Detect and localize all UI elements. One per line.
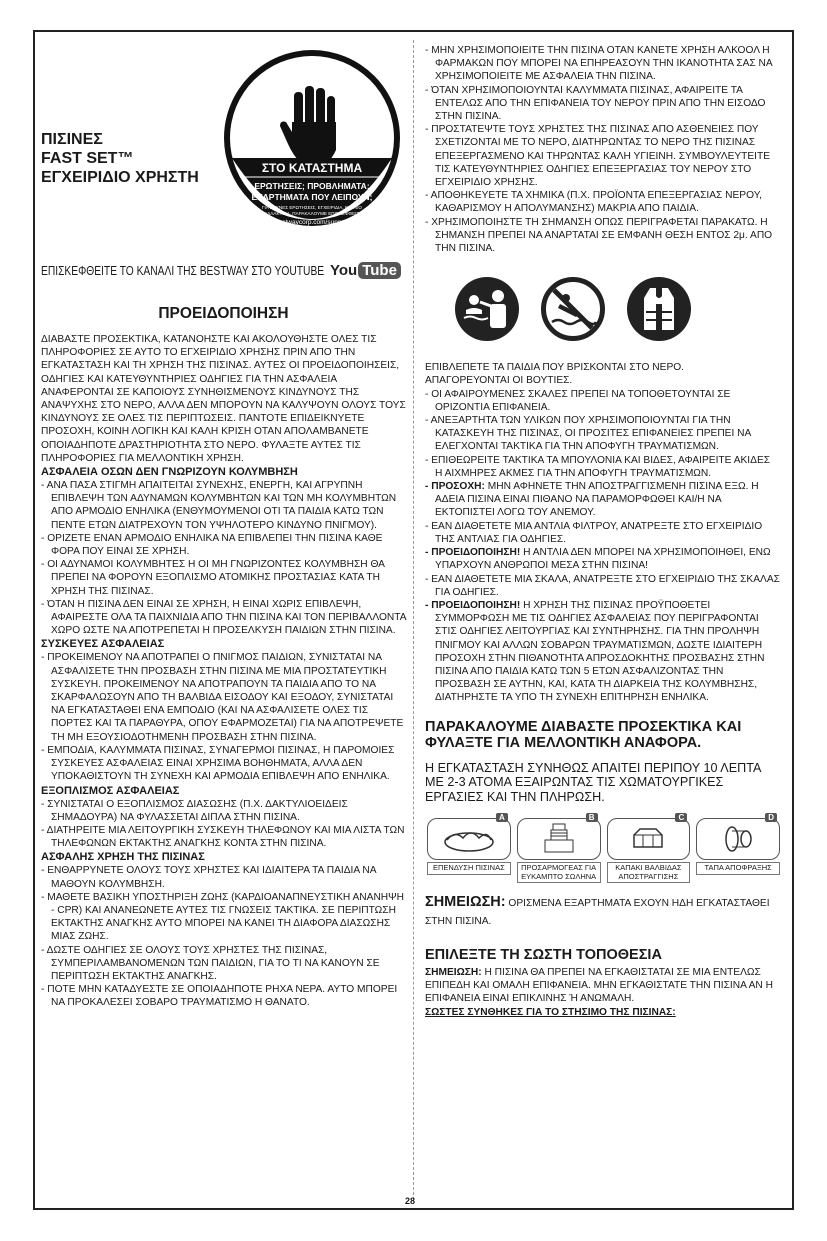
list-item: - ΠΟΤΕ ΜΗΝ ΚΑΤΑΔΥΕΣΤΕ ΣΕ ΟΠΟΙΑΔΗΠΟΤΕ ΡΗΧΑ ΝΕΡΑ. ΑΥΤΟ ΜΠΟΡΕΙ ΝΑ ΠΡΟΚΑΛΕΣΕΙ ΣΟΒΑΡΟ ΤΡΑΥΜΑΤΙΣΜΟ Η ΘΑΝΑΤΟ.: [41, 984, 398, 1009]
youtube-logo[interactable]: [330, 262, 401, 279]
plug-icon: [718, 824, 758, 854]
part-item: [607, 813, 691, 883]
part-label: ΤΑΠΑ ΑΠΟΦΡΑΞΗΣ: [696, 862, 780, 875]
title-line: ΕΓΧΕΙΡΙΔΙΟ ΧΡΗΣΤΗ: [41, 169, 199, 186]
note-heading: ΣΗΜΕΙΩΣΗ:: [425, 894, 506, 911]
part-letter: A: [496, 813, 508, 822]
note-block: [425, 893, 780, 929]
list-item: - ΕΜΠΟΔΙΑ, ΚΑΛΥΜΜΑΤΑ ΠΙΣΙΝΑΣ, ΣΥΝΑΓΕΡΜΟΙ ΠΙΣΙΝΑΣ, Η ΠΑΡΟΜΟΙΕΣ ΣΥΣΚΕΥΕΣ ΑΣΦΑΛΕΙΑΣ ΕΙΝΑΙ ΧΡΗΣΙΜΑ ΒΟΗΘΗΜΑΤΑ, ΑΛΛΑ ΔΕΝ ΥΠΟΚΑΘΙΣΤΟΥΝ ΤΗ ΣΥΝΕΧΗ ΚΑΙ ΑΡΜΟΔΙΑ ΕΠΙΒΛΕΨΗ ΑΠΟ ΕΝΗΛΙΚΑ.: [41, 744, 395, 783]
parts-list: [427, 813, 780, 883]
list-item: - ΧΡΗΣΙΜΟΠΟΙΗΣΤΕ ΤΗ ΣΗΜΑΝΣΗ ΟΠΩΣ ΠΕΡΙΓΡΑΦΕΤΑΙ ΠΑΡΑΚΑΤΩ. Η ΣΗΜΑΝΣΗ ΠΡΕΠΕΙ ΝΑ ΑΝΑΡΤΑΤΑΙ ΣΕ ΕΜΦΑΝΗ ΘΕΣΗ ΕΝΤΟΣ 2μ. ΑΠΟ ΤΗΝ ΠΙΣΙΝΑ.: [425, 216, 773, 255]
supervise-children-icon: [455, 277, 519, 341]
list-item: - ΜΑΘΕΤΕ ΒΑΣΙΚΗ ΥΠΟΣΤΗΡΙΞΗ ΖΩΗΣ (ΚΑΡΔΙΟΑΝΑΠΝΕΥΣΤΙΚΗ ΑΝΑΝΗΨΗ - CPR) ΚΑΙ ΑΝΑΝΕΩΝΕΤΕ ΑΥΤΕΣ ΤΙΣ ΓΝΩΣΕΙΣ ΤΑΚΤΙΚΑ. ΣΕ ΠΕΡΙΠΤΩΣΗ ΕΚΤΑΚΤΗΣ ΑΝΑΓΚΗΣ ΑΥΤΟ ΜΠΟΡΕΙ ΝΑ ΚΑΝΕΙ ΤΗ ΔΙΑΦΟΡΑ ΔΙΑΣΩΣΗΣ ΜΙΑΣ ΖΩΗΣ.: [41, 891, 405, 943]
life-vest-icon: [627, 277, 691, 341]
list-item: - ΠΡΟΣΤΑΤΕΨΤΕ ΤΟΥΣ ΧΡΗΣΤΕΣ ΤΗΣ ΠΙΣΙΝΑΣ ΑΠΟ ΑΣΘΕΝΕΙΕΣ ΠΟΥ ΣΧΕΤΙΖΟΝΤΑΙ ΜΕ ΤΟ ΝΕΡΟ, ΔΙΑΤΗΡΩΝΤΑΣ ΤΟ ΝΕΡΟ ΤΗΣ ΠΙΣΙΝΑΣ ΕΠΕΞΕΡΓΑΣΜΕΝΟ ΚΑΙ ΤΗΡΩΝΤΑΣ ΚΑΛΗ ΥΓΙΕΙΝΗ. ΣΥΜΒΟΥΛΕΥΤΕΙΤΕ ΤΙΣ ΚΑΤΕΥΘΥΝΤΗΡΙΕΣ ΟΔΗΓΙΕΣ ΕΠΕΞΕΡΓΑΣΙΑΣ ΤΟΥ ΝΕΡΟΥ ΣΤΟ ΕΓΧΕΙΡΙΔΙΟ ΧΡΗΣΗΣ.: [425, 124, 771, 189]
youtube-text: ΕΠΙΣΚΕΦΘΕΙΤΕ ΤΟ ΚΑΝΑΛΙ ΤΗΣ BESTWAY ΣΤΟ YOUTUBE: [41, 264, 325, 278]
list-item: [425, 599, 780, 705]
stamp-missing-text: ΕΞΑΡΤΗΜΑΤΑ ΠΟΥ ΛΕΙΠΟΥΝ;: [251, 192, 373, 202]
list-item: [425, 546, 780, 572]
location-conditions: ΣΩΣΤΕΣ ΣΥΝΘΗΚΕΣ ΓΙΑ ΤΟ ΣΤΗΣΙΜΟ ΤΗΣ ΠΙΣΙΝΑΣ:: [425, 1006, 676, 1018]
list-item: [425, 414, 780, 454]
do-not-return-stamp: [222, 40, 402, 236]
location-note-label: ΣΗΜΕΙΩΣΗ:: [425, 967, 482, 979]
list-item-prefix: - ΠΡΟΕΙΔΟΠΟΙΗΣΗ!: [425, 599, 521, 611]
left-column: [41, 333, 406, 1010]
read-carefully-heading: ΠΑΡΑΚΑΛΟΥΜΕ ΔΙΑΒΑΣΤΕ ΠΡΟΣΕΚΤΙΚΑ ΚΑΙ ΦΥΛΑΞΤΕ ΓΙΑ ΜΕΛΛΟΝΤΙΚΗ ΑΝΑΦΟΡΑ.: [425, 718, 742, 751]
warning-title: ΠΡΟΕΙΔΟΠΟΙΗΣΗ: [158, 305, 289, 322]
section-heading: ΑΣΦΑΛΗΣ ΧΡΗΣΗ ΤΗΣ ΠΙΣΙΝΑΣ: [41, 851, 205, 864]
column-divider: [413, 40, 414, 1200]
list-item-prefix: - ΠΡΟΣΟΧΗ:: [425, 481, 485, 493]
youtube-logo-tube: Tube: [358, 262, 401, 279]
list-item: - ΕΝΘΑΡΡΥΝΕΤΕ ΟΛΟΥΣ ΤΟΥΣ ΧΡΗΣΤΕΣ ΚΑΙ ΙΔΙΑΙΤΕΡΑ ΤΑ ΠΑΙΔΙΑ ΝΑ ΜΑΘΟΥΝ ΚΟΛΥΜΒΗΣΗ.: [41, 865, 376, 890]
list-item-text: - ΕΑΝ ΔΙΑΘΕΤΕΤΕ ΜΙΑ ΣΚΑΛΑ, ΑΝΑΤΡΕΞΤΕ ΣΤΟ ΕΓΧΕΙΡΙΔΙΟ ΤΗΣ ΣΚΑΛΑΣ ΓΙΑ ΟΔΗΓΙΕΣ.: [425, 573, 780, 598]
section-heading: ΣΥΣΚΕΥΕΣ ΑΣΦΑΛΕΙΑΣ: [41, 638, 165, 651]
part-letter: C: [675, 813, 687, 822]
list-item: [425, 454, 780, 480]
list-item-text: Η ΑΝΤΛΙΑ ΔΕΝ ΜΠΟΡΕΙ ΝΑ ΧΡΗΣΙΜΟΠΟΙΗΘΕΙ, ΕΝΩ ΥΠΑΡΧΟΥΝ ΑΝΘΡΩΠΟΙ ΜΕΣΑ ΣΤΗΝ ΠΙΣΙΝΑ!: [435, 547, 771, 572]
supervise-caption: ΕΠΙΒΛΕΠΕΤΕ ΤΑ ΠΑΙΔΙΑ ΠΟΥ ΒΡΙΣΚΟΝΤΑΙ ΣΤΟ ΝΕΡΟ.: [425, 362, 684, 374]
list-item: - ΟΡΙΖΕΤΕ ΕΝΑΝ ΑΡΜΟΔΙΟ ΕΝΗΛΙΚΑ ΝΑ ΕΠΙΒΛΕΠΕΙ ΤΗΝ ΠΙΣΙΝΑ ΚΑΘΕ ΦΟΡΑ ΠΟΥ ΕΙΝΑΙ ΣΕ ΧΡΗΣΗ.: [41, 532, 383, 558]
location-note-text: Η ΠΙΣΙΝΑ ΘΑ ΠΡΕΠΕΙ ΝΑ ΕΓΚΑΘΙΣΤΑΤΑΙ ΣΕ ΜΙΑ ΕΝΤΕΛΩΣ ΕΠΙΠΕΔΗ ΚΑΙ ΟΜΑΛΗ ΕΠΙΦΑΝΕΙΑ. ΜΗΝ ΕΓΚΑΘΙΣΤΑΤΕ ΤΗΝ ΠΙΣΙΝΑ ΑΝ Η ΕΠΙΦΑΝΕΙΑ ΕΙΝΑΙ ΕΠΙΚΛΙΝΗΣ Ή ΑΝΩΜΑΛΗ.: [425, 967, 773, 1005]
stamp-questions-text: ΕΡΩΤΗΣΕΙΣ; ΠΡΟΒΛΗΜΑΤΑ;: [254, 181, 370, 191]
title-line: ΠΙΣΙΝΕΣ: [41, 131, 103, 148]
list-item: - ΔΙΑΤΗΡΕΙΤΕ ΜΙΑ ΛΕΙΤΟΥΡΓΙΚΗ ΣΥΣΚΕΥΗ ΤΗΛΕΦΩΝΟΥ ΚΑΙ ΜΙΑ ΛΙΣΤΑ ΤΩΝ ΤΗΛΕΦΩΝΩΝ ΕΚΤΑΚΤΗΣ ΑΝΑΓΚΗΣ ΚΟΝΤΑ ΣΤΗΝ ΠΙΣΙΝΑ.: [41, 824, 405, 850]
list-item-text: Η ΧΡΗΣΗ ΤΗΣ ΠΙΣΙΝΑΣ ΠΡΟΫΠΟΘΕΤΕΙ ΣΥΜΜΟΡΦΩΣΗ ΜΕ ΤΙΣ ΟΔΗΓΙΕΣ ΑΣΦΑΛΕΙΑΣ ΠΟΥ ΠΕΡΙΓΡΑΦΟΝΤΑΙ ΣΤΙΣ ΟΔΗΓΙΕΣ ΛΕΙΤΟΥΡΓΙΑΣ ΚΑΙ ΣΥΝΤΗΡΗΣΗΣ. ΓΙΑ ΤΗΝ ΠΡΟΛΗΨΗ ΠΝΙΓΜΟΥ ΚΑΙ ΑΛΛΩΝ ΣΟΒΑΡΩΝ ΤΡΑΥΜΑΤΙΣΜΩΝ, ΔΩΣΤΕ ΙΔΙΑΙΤΕΡΗ ΠΡΟΣΟΧΗ ΣΤΗΝ ΠΙΘΑΝΟΤΗΤΑ ΑΠΡΟΣΔΟΚΗΤΗΣ ΠΡΟΣΒΑΣΗΣ ΣΤΗΝ ΠΙΣΙΝΑ ΑΠΟ ΠΑΙΔΙΑ ΚΑΤΩ ΤΩΝ 5 ΕΤΩΝ ΑΣΦΑΛΙΖΟΝΤΑΣ ΤΗΝ ΠΡΟΣΒΑΣΗ ΣΕ ΑΥΤΗΝ, ΚΑΙ, ΚΑΤΑ ΤΗ ΔΙΑΡΚΕΙΑ ΤΗΣ ΚΟΛΥΜΒΗΣΗΣ, ΔΙΑΤΗΡΗΣΤΕ ΤΑ ΥΠΟ ΤΗ ΣΥΝΕΧΗ ΕΠΙΤΗΡΗΣΗ ΕΝΗΛΙΚΑ.: [435, 599, 765, 704]
location-note: [425, 966, 780, 1006]
list-item-text: - ΕΑΝ ΔΙΑΘΕΤΕΤΕ ΜΙΑ ΑΝΤΛΙΑ ΦΙΛΤΡΟΥ, ΑΝΑΤΡΕΞΤΕ ΣΤΟ ΕΓΧΕΙΡΙΔΙΟ ΤΗΣ ΑΝΤΛΙΑΣ ΓΙΑ ΟΔΗΓΙΕΣ.: [425, 520, 763, 545]
no-diving-icon: [541, 277, 605, 341]
youtube-logo-you: You: [330, 262, 358, 279]
install-time-text: Η ΕΓΚΑΤΑΣΤΑΣΗ ΣΥΝΗΘΩΣ ΑΠΑΙΤΕΙ ΠΕΡΙΠΟΥ 10 ΛΕΠΤΑ ΜΕ 2-3 ΑΤΟΜΑ ΕΞΑΙΡΩΝΤΑΣ ΤΙΣ ΧΩΜΑΤΟΥΡΓΙΚΕΣ ΕΡΓΑΣΙΕΣ ΚΑΙ ΤΗΝ ΠΛΗΡΩΣΗ.: [425, 760, 761, 804]
list-item: [425, 573, 780, 599]
list-item: [425, 388, 780, 414]
stamp-site-text: bestwaycorp.com/support: [274, 219, 350, 226]
part-label: ΕΠΕΝΔΥΣΗ ΠΙΣΙΝΑΣ: [427, 862, 511, 875]
intro-text: ΔΙΑΒΑΣΤΕ ΠΡΟΣΕΚΤΙΚΑ, ΚΑΤΑΝΟΗΣΤΕ ΚΑΙ ΑΚΟΛΟΥΘΗΣΤΕ ΟΛΕΣ ΤΙΣ ΠΛΗΡΟΦΟΡΙΕΣ ΣΕ ΑΥΤΟ ΤΟ ΕΓΧΕΙΡΙΔΙΟ ΧΡΗΣΗΣ ΠΡΙΝ ΑΠΟ ΤΗΝ ΕΓΚΑΤΑΣΤΑΣΗ ΚΑΙ ΤΗ ΧΡΗΣΗ ΤΗΣ ΠΙΣΙΝΑΣ. ΑΥΤΕΣ ΟΙ ΠΡΟΕΙΔΟΠΟΙΗΣΕΙΣ, ΟΔΗΓΙΕΣ ΚΑΙ ΚΑΤΕΥΘΥΝΤΗΡΙΕΣ ΟΔΗΓΙΕΣ ΓΙΑ ΤΗΝ ΑΣΦΑΛΕΙΑ ΑΝΑΦΕΡΟΝΤΑΙ ΣΕ ΚΑΠΟΙΟΥΣ ΣΥΝΗΘΙΣΜΕΝΟΥΣ ΚΙΝΔΥΝΟΥΣ ΤΗΣ ΑΝΑΨΥΧΗΣ ΣΤΟ ΝΕΡΟ, ΑΛΛΑ ΔΕΝ ΜΠΟΡΟΥΝ ΝΑ ΚΑΛΥΨΟΥΝ ΟΛΟΥΣ ΤΟΥΣ ΚΙΝΔΥΝΟΥΣ ΣΕ ΟΛΕΣ ΤΙΣ ΠΕΡΙΠΤΩΣΕΙΣ. ΠΑΝΤΟΤΕ ΕΠΙΔΕΙΚΝΥΕΤΕ ΠΡΟΣΟΧΗ, ΚΟΙΝΗ ΛΟΓΙΚΗ ΚΑΙ ΚΑΛΗ ΚΡΙΣΗ ΟΤΑΝ ΑΠΟΛΑΜΒΑΝΕΤΕ ΟΠΟΙΑΔΗΠΟΤΕ ΔΡΑΣΤΗΡΙΟΤΗΤΑ ΣΤΟ ΝΕΡΟ. ΦΥΛΑΞΤΕ ΑΥΤΕΣ ΤΙΣ ΠΛΗΡΟΦΟΡΙΕΣ ΓΙΑ ΜΕΛΛΟΝΤΙΚΗ ΧΡΗΣΗ.: [41, 334, 406, 464]
hose-adapter-icon: [539, 822, 579, 856]
part-letter: B: [586, 813, 598, 822]
list-item: - ΔΩΣΤΕ ΟΔΗΓΙΕΣ ΣΕ ΟΛΟΥΣ ΤΟΥΣ ΧΡΗΣΤΕΣ ΤΗΣ ΠΙΣΙΝΑΣ, ΣΥΜΠΕΡΙΛΑΜΒΑΝΟΜΕΝΩΝ ΤΩΝ ΠΑΙΔΙΩΝ, ΓΙΑ ΤΟ ΤΙ ΝΑ ΚΑΝΟΥΝ ΣΕ ΠΕΡΙΠΤΩΣΗ ΕΚΤΑΚΤΗΣ ΑΝΑΓΚΗΣ.: [41, 944, 380, 982]
list-item: [425, 520, 780, 546]
part-label: ΚΑΠΑΚΙ ΒΑΛΒΙΔΑΣ ΑΠΟΣΤΡΑΓΓΙΣΗΣ: [607, 862, 691, 883]
list-item-text: - ΕΠΙΘΕΩΡΕΙΤΕ ΤΑΚΤΙΚΑ ΤΑ ΜΠΟΥΛΟΝΙΑ ΚΑΙ ΒΙΔΕΣ, ΑΦΑΙΡΕΙΤΕ ΑΚΙΔΕΣ Η ΑΙΧΜΗΡΕΣ ΑΚΜΕΣ ΓΙΑ ΤΗΝ ΑΠΟΦΥΓΗ ΤΡΑΥΜΑΤΙΣΜΩΝ.: [425, 454, 771, 479]
list-item: - ΣΥΝΙΣΤΑΤΑΙ Ο ΕΞΟΠΛΙΣΜΟΣ ΔΙΑΣΩΣΗΣ (Π.Χ. ΔΑΚΤΥΛΙΟΕΙΔΕΙΣ ΣΗΜΑΔΟΥΡΑ) ΝΑ ΦΥΛΑΣΣΕΤΑΙ ΔΙΠΛΑ ΣΤΗΝ ΠΙΣΙΝΑ.: [41, 798, 348, 823]
note-text: ΟΡΙΣΜΕΝΑ ΕΞΑΡΤΗΜΑΤΑ ΕΧΟΥΝ ΗΔΗ ΕΓΚΑΤΑΣΤΑΘΕΙ ΣΤΗΝ ΠΙΣΙΝΑ.: [425, 898, 770, 928]
document-title: [41, 130, 199, 187]
location-heading: ΕΠΙΛΕΞΤΕ ΤΗ ΣΩΣΤΗ ΤΟΠΟΘΕΣΙΑ: [425, 947, 662, 964]
stamp-fine-text: ΓΙΑ ΣΥΧΝΕΣ ΕΡΩΤΗΣΕΙΣ, ΕΓΧΕΙΡΙΔΙΑ, ΒΙΝΤΕΟ: [261, 205, 363, 210]
stamp-fine-text: Η ΑΝΤΑΛΛΑΚΤΙΚΑ, ΠΑΡΑΚΑΛΟΥΜΕ ΕΠΙΣΚΕΦΘΕΙΤΕ ΤΗΝ: [251, 211, 373, 216]
part-item: [696, 813, 780, 883]
list-item: [425, 480, 780, 520]
list-item: - ΟΙ ΑΔΥΝΑΜΟΙ ΚΟΛΥΜΒΗΤΕΣ Η ΟΙ ΜΗ ΓΝΩΡΙΖΟΝΤΕΣ ΚΟΛΥΜΒΗΣΗ ΘΑ ΠΡΕΠΕΙ ΝΑ ΦΟΡΟΥΝ ΕΞΟΠΛΙΣΜΟ ΑΤΟΜΙΚΗΣ ΠΡΟΣΤΑΣΙΑΣ ΚΑΤΑ ΤΗ ΧΡΗΣΗ ΤΗΣ ΠΙΣΙΝΑΣ.: [41, 559, 385, 597]
part-letter: D: [765, 813, 777, 822]
part-item: [517, 813, 601, 883]
part-label: ΠΡΟΣΑΡΜΟΓΕΑΣ ΓΙΑ ΕΥΚΑΜΠΤΟ ΣΩΛΗΝΑ: [517, 862, 601, 883]
safety-icons: [455, 277, 780, 341]
right-column: [425, 44, 780, 1019]
pool-liner-icon: [441, 824, 497, 854]
list-item-text: ΜΗΝ ΑΦΗΝΕΤΕ ΤΗΝ ΑΠΟΣΤΡΑΓΓΙΣΜΕΝΗ ΠΙΣΙΝΑ ΕΞΩ. Η ΑΔΕΙΑ ΠΙΣΙΝΑ ΕΙΝΑΙ ΠΙΘΑΝΟ ΝΑ ΠΑΡΑΜΟΡΦΩΘΕΙ ΚΑΙ/Η ΝΑ ΕΚΤΟΠΙΣΤΕΙ ΛΟΓΩ ΤΟΥ ΑΝΕΜΟΥ.: [435, 481, 759, 519]
list-item-prefix: - ΠΡΟΕΙΔΟΠΟΙΗΣΗ!: [425, 547, 521, 559]
no-diving-caption: ΑΠΑΓΟΡΕΥΟΝΤΑΙ ΟΙ ΒΟΥΤΙΕΣ.: [425, 375, 573, 387]
list-item-text: - ΟΙ ΑΦΑΙΡΟΥΜΕΝΕΣ ΣΚΑΛΕΣ ΠΡΕΠΕΙ ΝΑ ΤΟΠΟΘΕΤΟΥΝΤΑΙ ΣΕ ΟΡΙΖΟΝΤΙΑ ΕΠΙΦΑΝΕΙΑ.: [425, 388, 731, 413]
list-item-text: - ΑΝΕΞΑΡΤΗΤΑ ΤΩΝ ΥΛΙΚΩΝ ΠΟΥ ΧΡΗΣΙΜΟΠΟΙΟΥΝΤΑΙ ΓΙΑ ΤΗΝ ΚΑΤΑΣΚΕΥΗ ΤΗΣ ΠΙΣΙΝΑΣ, ΟΙ ΠΡΟΣΙΤΕΣ ΕΠΙΦΑΝΕΙΕΣ ΠΡΕΠΕΙ ΝΑ ΕΛΕΓΧΟΝΤΑΙ ΤΑΚΤΙΚΑ ΓΙΑ ΤΗΝ ΑΠΟΦΥΓΗ ΤΡΑΥΜΑΤΙΣΜΩΝ.: [425, 415, 751, 453]
page-number: 28: [405, 1196, 416, 1206]
stamp-arc-text: ΜΗΝ ΕΠΙΣΤΡΕΦΕΤΕ: [242, 53, 382, 104]
drain-cap-icon: [626, 825, 670, 853]
section-heading: ΑΣΦΑΛΕΙΑ ΟΣΩΝ ΔΕΝ ΓΝΩΡΙΖΟΥΝ ΚΟΛΥΜΒΗΣΗ: [41, 466, 298, 479]
list-item: - ΜΗΝ ΧΡΗΣΙΜΟΠΟΙΕΙΤΕ ΤΗΝ ΠΙΣΙΝΑ ΟΤΑΝ ΚΑΝΕΤΕ ΧΡΗΣΗ ΑΛΚΟΟΛ Η ΦΑΡΜΑΚΩΝ ΠΟΥ ΜΠΟΡΕΙ ΝΑ ΕΠΗΡΕΑΣΟΥΝ ΤΗΝ ΙΚΑΝΟΤΗΤΑ ΣΑΣ ΝΑ ΧΡΗΣΙΜΟΠΟΙΕΙΤΕ ΜΕ ΑΣΦΑΛΕΙΑ ΤΗΝ ΠΙΣΙΝΑ.: [425, 45, 773, 83]
list-item: - ΌΤΑΝ ΧΡΗΣΙΜΟΠΟΙΟΥΝΤΑΙ ΚΑΛΥΜΜΑΤΑ ΠΙΣΙΝΑΣ, ΑΦΑΙΡΕΙΤΕ ΤΑ ΕΝΤΕΛΩΣ ΑΠΟ ΤΗΝ ΕΠΙΦΑΝΕΙΑ ΤΟΥ ΝΕΡΟΥ ΠΡΙΝ ΑΠΟ ΤΗΝ ΕΙΣΟΔΟ ΣΤΗΝ ΠΙΣΙΝΑ.: [425, 84, 766, 123]
list-item: - ΑΝΑ ΠΑΣΑ ΣΤΙΓΜΗ ΑΠΑΙΤΕΙΤΑΙ ΣΥΝΕΧΗΣ, ΕΝΕΡΓΗ, ΚΑΙ ΑΓΡΥΠΝΗ ΕΠΙΒΛΕΨΗ ΤΩΝ ΑΔΥΝΑΜΩΝ ΚΟΛΥΜΒΗΤΩΝ ΚΑΙ ΤΩΝ ΜΗ ΚΟΛΥΜΒΗΤΩΝ ΑΠΟ ΑΡΜΟΔΙΟ ΕΝΗΛΙΚΑ (ΕΝΘΥΜΟΥΜΕΝΟΙ ΟΤΙ ΤΑ ΠΑΙΔΙΑ ΚΑΤΩ ΤΩΝ ΠΕΝΤΕ ΕΤΩΝ ΔΙΑΤΡΕΧΟΥΝ ΤΟΝ ΥΨΗΛΟΤΕΡΟ ΚΙΝΔΥΝΟ ΠΝΙΓΜΟΥ).: [41, 480, 397, 531]
part-item: [427, 813, 511, 883]
section-heading: ΕΞΟΠΛΙΣΜΟΣ ΑΣΦΑΛΕΙΑΣ: [41, 784, 180, 797]
list-item: - ΠΡΟΚΕΙΜΕΝΟΥ ΝΑ ΑΠΟΤΡΑΠΕΙ Ο ΠΝΙΓΜΟΣ ΠΑΙΔΙΩΝ, ΣΥΝΙΣΤΑΤΑΙ ΝΑ ΑΣΦΑΛΙΣΕΤΕ ΤΗΝ ΠΡΟΣΒΑΣΗ ΣΤΗΝ ΠΙΣΙΝΑ ΜΕ ΜΙΑ ΠΡΟΣΤΑΤΕΥΤΙΚΗ ΣΥΣΚΕΥΗ. ΠΡΟΚΕΙΜΕΝΟΥ ΝΑ ΑΠΟΤΡΑΠΟΥΝ ΤΑ ΠΑΙΔΙΑ ΑΠΟ ΤΟ ΝΑ ΣΚΑΡΦΑΛΩΣΟΥΝ ΑΠΟ ΤΗ ΒΑΛΒΙΔΑ ΕΙΣΟΔΟΥ ΚΑΙ ΕΞΟΔΟΥ, ΣΥΝΙΣΤΑΤΑΙ ΝΑ ΕΓΚΑΤΑΣΤΑΘΕΙ ΕΝΑ ΕΜΠΟΔΙΟ (ΚΑΙ ΝΑ ΑΣΦΑΛΙΣΕΤΕ ΟΛΕΣ ΤΙΣ ΠΟΡΤΕΣ ΚΑΙ ΤΑ ΠΑΡΑΘΥΡΑ, ΟΠΟΥ ΕΦΑΡΜΟΖΕΤΑΙ) ΓΙΑ ΝΑ ΑΠΟΤΡΕΨΕΤΕ ΤΗ ΜΗ ΕΞΟΥΣΙΟΔΟΤΗΜΕΝΗ ΠΡΟΣΒΑΣΗ ΣΤΗΝ ΠΙΣΙΝΑ.: [41, 652, 404, 743]
title-line: FAST SET™: [41, 150, 134, 167]
list-item: - ΑΠΟΘΗΚΕΥΕΤΕ ΤΑ ΧΗΜΙΚΑ (Π.Χ. ΠΡΟΪΟΝΤΑ ΕΠΕΞΕΡΓΑΣΙΑΣ ΝΕΡΟΥ, ΚΑΘΑΡΙΣΜΟΥ Η ΑΠΟΛΥΜΑΝΣΗΣ) ΜΑΚΡΙΑ ΑΠΟ ΠΑΙΔΙΑ.: [425, 190, 763, 215]
list-item: - ΌΤΑΝ Η ΠΙΣΙΝΑ ΔΕΝ ΕΙΝΑΙ ΣΕ ΧΡΗΣΗ, Η ΕΙΝΑΙ ΧΩΡΙΣ ΕΠΙΒΛΕΨΗ, ΑΦΑΙΡΕΣΤΕ ΟΛΑ ΤΑ ΠΑΙΧΝΙΔΙΑ ΑΠΟ ΤΗΝ ΠΙΣΙΝΑ ΚΑΙ ΤΟΝ ΠΕΡΙΒΑΛΛΟΝΤΑ ΧΩΡΟ ΩΣΤΕ ΝΑ ΑΠΟΤΡΕΠΕΤΑΙ Η ΠΡΟΣΕΛΚΥΣΗ ΠΑΙΔΙΩΝ ΣΤΗΝ ΠΙΣΙΝΑ.: [41, 598, 406, 637]
stamp-store-text: ΣΤΟ ΚΑΤΑΣΤΗΜΑ: [261, 161, 363, 175]
